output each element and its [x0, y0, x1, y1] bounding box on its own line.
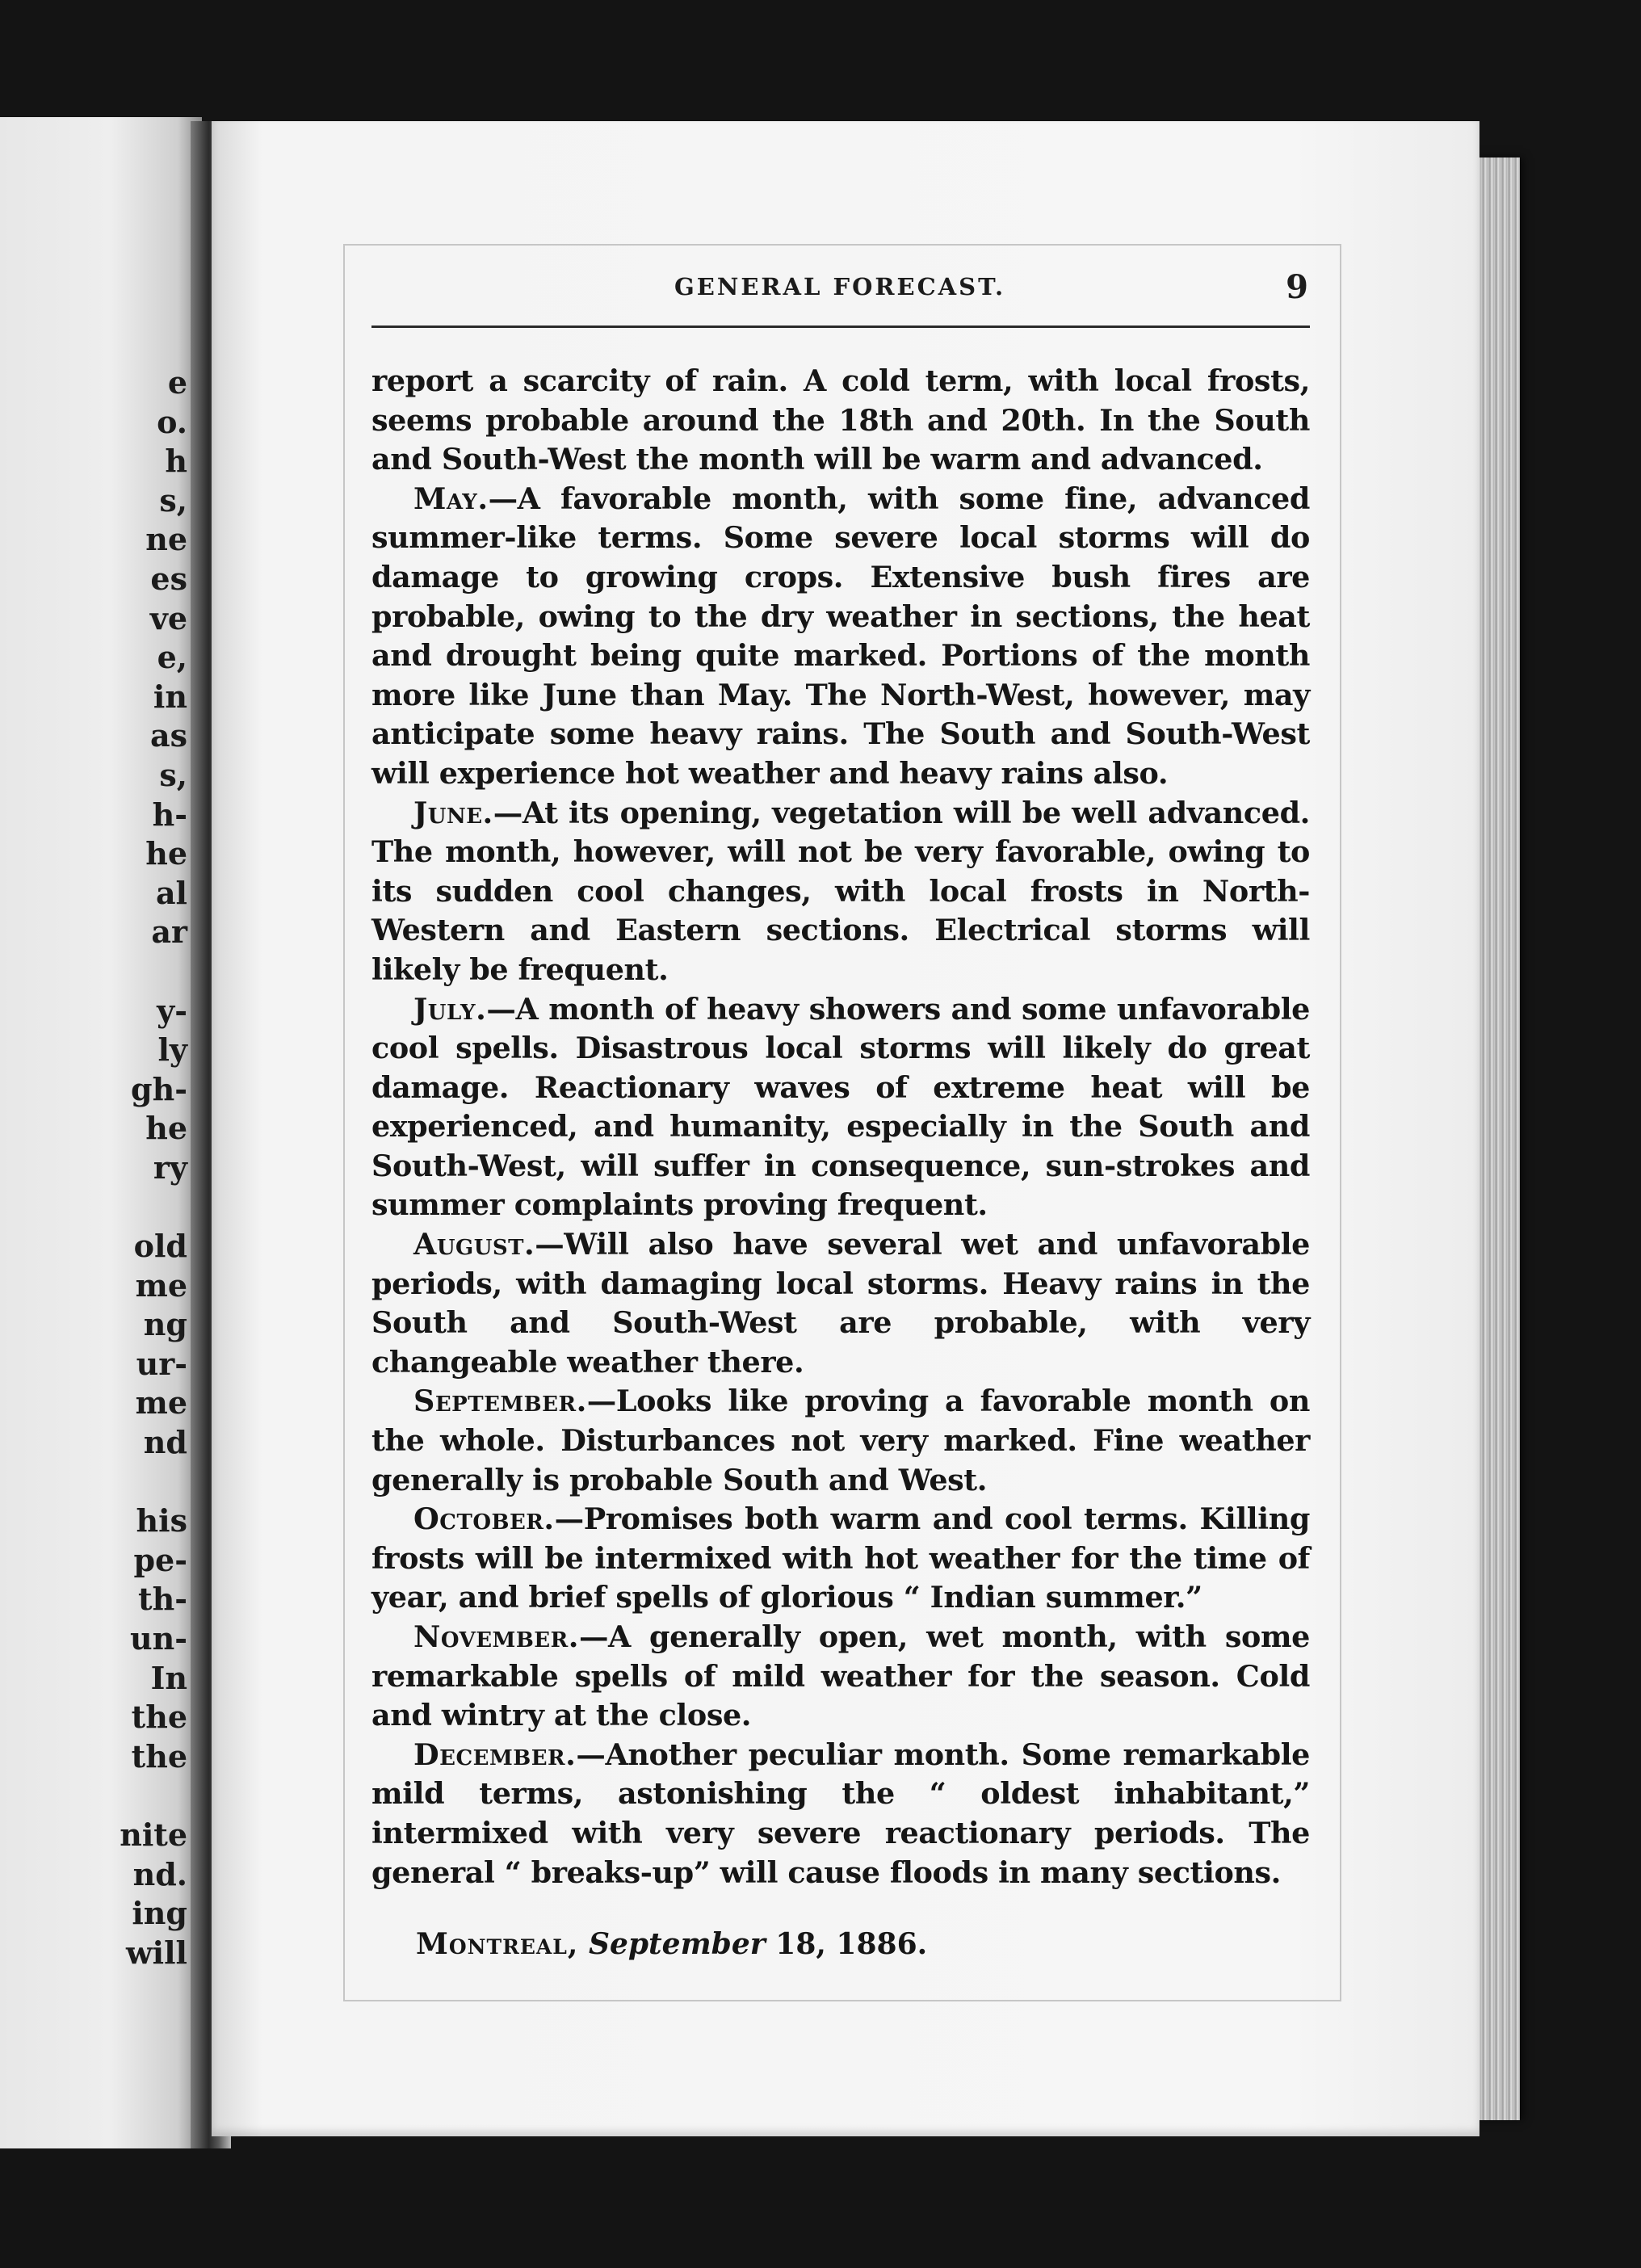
left-fragment: ve — [149, 599, 187, 636]
dateline-date: 18, 1886. — [775, 1927, 928, 1961]
left-fragment: o. — [157, 403, 187, 440]
left-fragment: he — [145, 835, 187, 872]
left-fragment: al — [155, 874, 187, 911]
left-fragment: ly — [157, 1031, 187, 1069]
left-fragment — [120, 1187, 187, 1227]
left-fragment: the — [131, 1737, 187, 1774]
left-fragment: y- — [157, 992, 187, 1029]
left-fragment: h — [165, 443, 187, 480]
month-paragraph-june — [371, 794, 1310, 990]
left-page — [0, 117, 202, 2148]
left-fragment: e, — [157, 639, 187, 676]
month-label: June. — [413, 795, 493, 830]
left-fragment: will — [125, 1934, 187, 1971]
left-fragment: as — [149, 717, 187, 754]
left-fragment — [120, 1463, 187, 1502]
left-fragment: his — [136, 1502, 187, 1539]
running-header — [371, 268, 1308, 317]
left-fragment: es — [150, 560, 187, 597]
left-fragment — [120, 1776, 187, 1816]
month-label: August. — [413, 1227, 535, 1262]
left-fragment: s, — [159, 481, 187, 519]
left-page-text-fragments — [120, 363, 187, 1972]
month-paragraph-may — [371, 480, 1310, 794]
month-paragraph-october — [371, 1500, 1310, 1618]
month-text: —Looks like proving a favorable month on the whole. Disturbances not very marked. Fine weather generally is probable South and West. — [371, 1384, 1310, 1497]
month-label: July. — [413, 991, 487, 1027]
month-text: —At its opening, vegetation will be well advanced. The month, however, will not be very favorable, owing to its sudden cool changes, with local frosts in North-Western and Eastern sections. Electrical storms will likely be frequent. — [371, 795, 1310, 987]
left-fragment — [120, 952, 187, 992]
dateline-place: Montreal, — [416, 1927, 579, 1961]
left-fragment: h- — [152, 796, 187, 833]
left-fragment: In — [150, 1659, 187, 1696]
month-paragraph-september — [371, 1382, 1310, 1500]
left-fragment: in — [153, 678, 187, 715]
left-fragment: pe- — [133, 1541, 187, 1578]
month-label: December. — [413, 1737, 577, 1772]
left-fragment: me — [135, 1266, 187, 1304]
month-text: —Will also have several wet and unfavorable periods, with damaging local storms. Heavy rains in the South and South-West are probable, with very changeable weather there. — [371, 1227, 1310, 1380]
left-fragment: ing — [132, 1895, 187, 1932]
left-fragment: nd. — [132, 1855, 187, 1892]
left-fragment: nd — [143, 1424, 187, 1461]
month-label: September. — [413, 1384, 587, 1419]
left-fragment: ng — [143, 1306, 187, 1343]
left-fragment: the — [131, 1699, 187, 1736]
left-fragment: th- — [138, 1581, 187, 1618]
header-rule — [371, 326, 1310, 328]
month-label: October. — [413, 1502, 555, 1537]
left-fragment: he — [145, 1110, 187, 1147]
month-text: —Promises both warm and cool terms. Killing frosts will be intermixed with hot weather for the time of year, and brief spells of glorious “ Indian summer.” — [371, 1502, 1310, 1615]
page-number: 9 — [1286, 268, 1308, 306]
continued-paragraph: report a scarcity of rain. A cold term, with local frosts, seems probable around the 18th and 20th. In the South and South-West the month will be warm and advanced. — [371, 363, 1310, 477]
month-text: —A favorable month, with some fine, advanced summer-like terms. Some severe local storms will do damage to growing crops. Extensive bush fires are probable, owing to the dry weather in sections, the heat and drought being quite marked. Portions of the month more like June than May. The North-West, however, may anticipate some heavy rains. The South and South-West will experience hot weather and heavy rains also. — [371, 481, 1310, 791]
month-label: May. — [413, 481, 489, 516]
left-fragment: me — [135, 1384, 187, 1422]
month-text: —A month of heavy showers and some unfavorable cool spells. Disastrous local storms will likely do great damage. Reactionary waves of extreme heat will be experienced, and humanity, especially in the South and South-West, will suffer in consequence, sun-strokes and summer complaints proving frequent. — [371, 991, 1310, 1223]
month-text: —A generally open, wet month, with some remarkable spells of mild weather for the season. Cold and wintry at the close. — [371, 1619, 1310, 1733]
left-fragment: e — [167, 364, 187, 401]
left-fragment: ry — [153, 1149, 187, 1186]
dateline-month: September — [588, 1927, 766, 1961]
month-paragraph-july — [371, 990, 1310, 1226]
left-fragment: ur- — [136, 1345, 187, 1382]
left-fragment: ar — [151, 914, 187, 951]
left-fragment: ne — [145, 521, 187, 558]
left-fragment: nite — [120, 1816, 187, 1853]
month-paragraph-december — [371, 1736, 1310, 1892]
forecast-text — [371, 362, 1310, 1892]
month-paragraph-november — [371, 1618, 1310, 1736]
month-text: —Another peculiar month. Some remarkable mild terms, astonishing the “ oldest inhabitant,” intermixed with very severe reactionary periods. The general “ breaks-up” will cause floods in many sections. — [371, 1737, 1310, 1890]
dateline — [416, 1927, 927, 1961]
left-fragment: s, — [159, 756, 187, 793]
month-label: November. — [413, 1619, 579, 1654]
month-paragraph-august — [371, 1225, 1310, 1382]
page-stack-edge — [1475, 158, 1520, 2120]
running-title: GENERAL FORECAST. — [674, 273, 1006, 300]
left-fragment: old — [133, 1228, 187, 1265]
left-fragment: un- — [129, 1620, 187, 1657]
left-fragment: gh- — [131, 1070, 187, 1107]
